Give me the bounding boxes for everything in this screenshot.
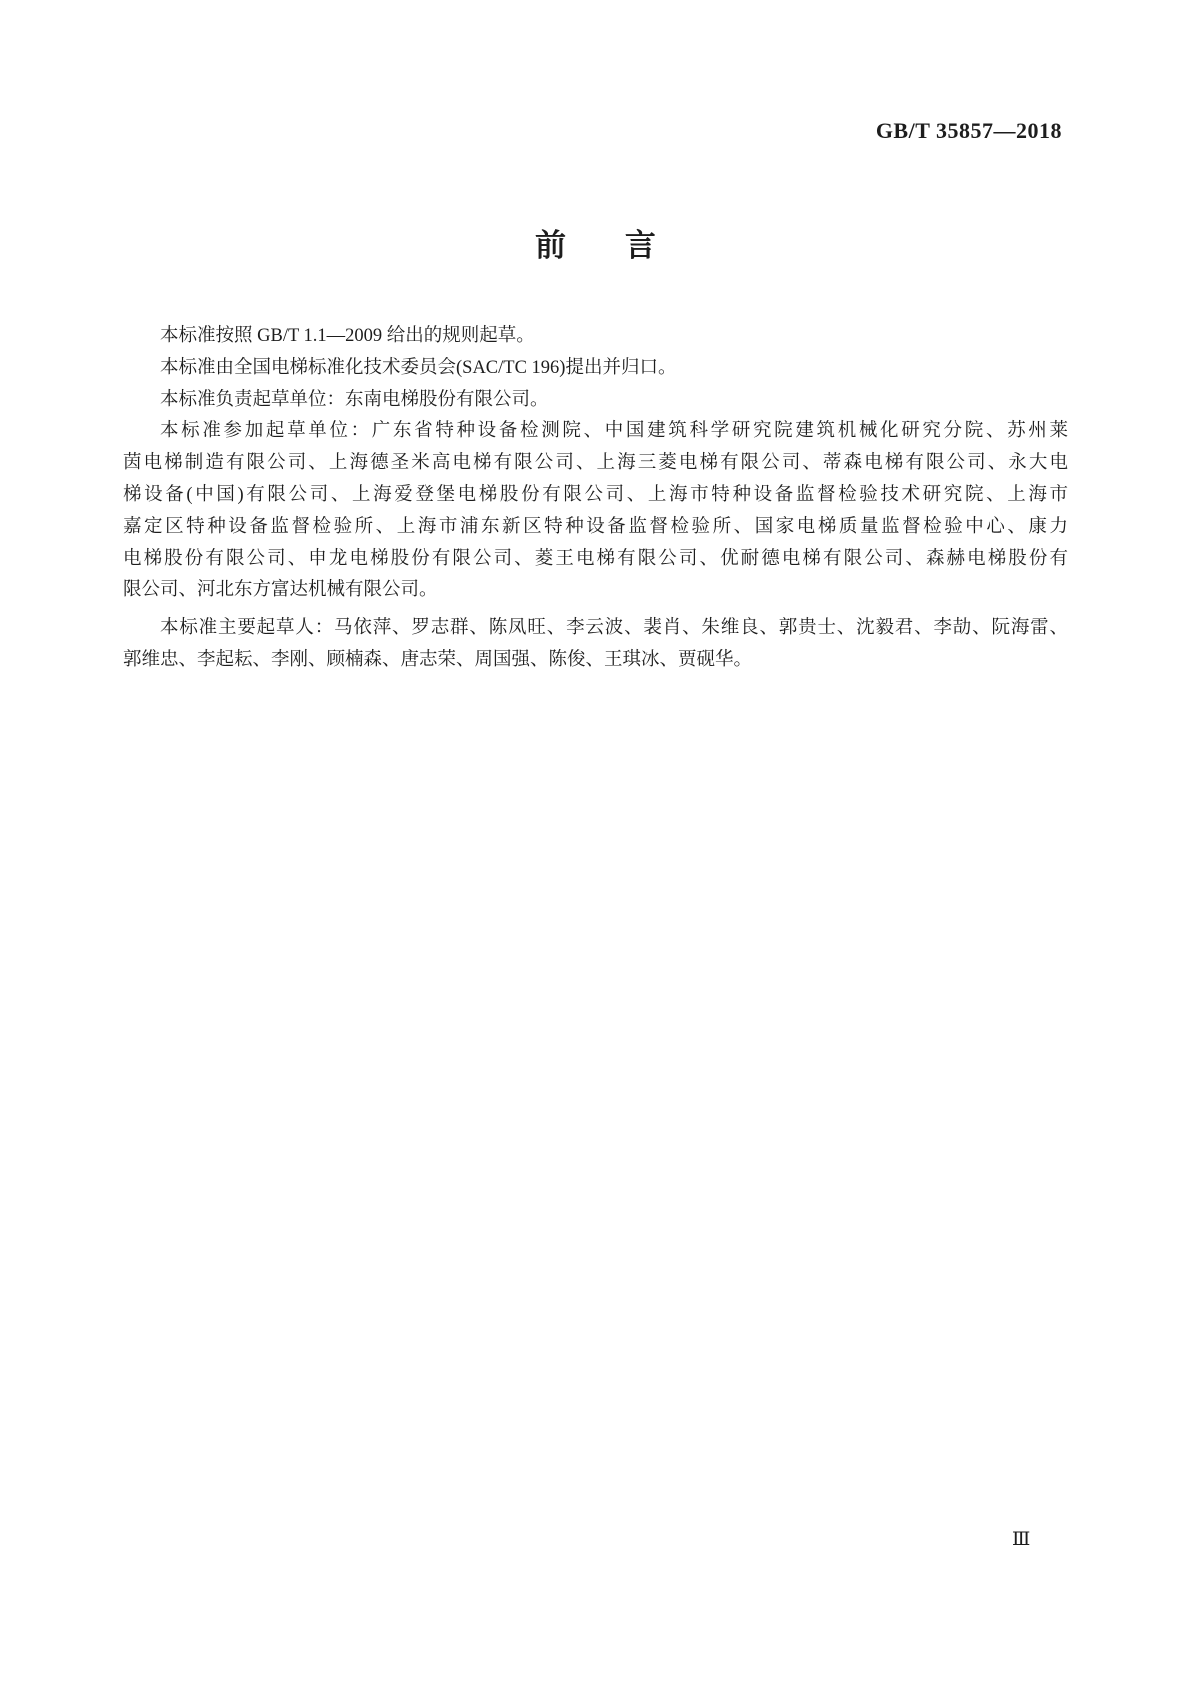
paragraph [123, 385, 1068, 417]
paragraph-line: 梯设备(中国)有限公司、上海爱登堡电梯股份有限公司、上海市特种设备监督检验技术研究院、上海市 [123, 484, 1068, 505]
paragraph-line: 本标准负责起草单位：东南电梯股份有限公司。 [160, 389, 549, 410]
paragraph-line: 本标准由全国电梯标准化技术委员会(SAC/TC 196)提出并归口。 [160, 357, 677, 378]
paragraph-line: 本标准主要起草人：马依萍、罗志群、陈凤旺、李云波、裴肖、朱维良、郭贵士、沈毅君、李劼、阮海雷、 [160, 618, 1068, 639]
paragraph-line: 本标准参加起草单位：广东省特种设备检测院、中国建筑科学研究院建筑机械化研究分院、苏州莱 [160, 421, 1068, 442]
paragraph [123, 321, 1068, 353]
foreword-body [123, 321, 1068, 677]
page-title: 前言 [535, 228, 715, 263]
paragraph-line: 本标准按照 GB/T 1.1—2009 给出的规则起草。 [160, 326, 535, 346]
paragraph [123, 416, 1068, 607]
paragraph-line: 限公司、河北东方富达机械有限公司。 [123, 580, 438, 601]
paragraph [123, 353, 1068, 385]
page-number: Ⅲ [1012, 1529, 1031, 1550]
paragraph-line: 郭维忠、李起耘、李刚、顾楠森、唐志荣、周国强、陈俊、王琪冰、贾砚华。 [123, 649, 753, 670]
paragraph [123, 613, 1068, 677]
paragraph-line: 嘉定区特种设备监督检验所、上海市浦东新区特种设备监督检验所、国家电梯质量监督检验中心、康力 [123, 516, 1068, 537]
paragraph-line: 茵电梯制造有限公司、上海德圣米高电梯有限公司、上海三菱电梯有限公司、蒂森电梯有限公司、永大电 [123, 453, 1068, 474]
standard-code: GB/T 35857—2018 [875, 118, 1062, 143]
paragraph-line: 电梯股份有限公司、申龙电梯股份有限公司、菱王电梯有限公司、优耐德电梯有限公司、森赫电梯股份有 [123, 548, 1068, 569]
